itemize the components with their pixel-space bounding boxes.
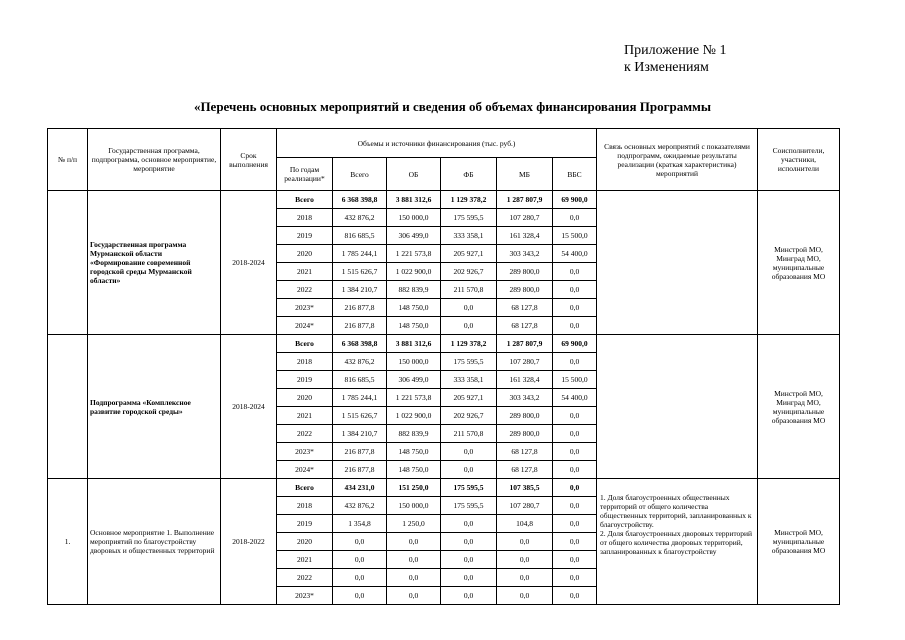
value-mb: 303 343,2 [497,245,553,263]
value-mb: 289 800,0 [497,425,553,443]
value-total: 1 785 244,1 [333,245,387,263]
value-fb: 202 926,7 [441,263,497,281]
value-total: 1 515 626,7 [333,407,387,425]
value-ob: 1 221 573,8 [387,245,441,263]
value-total: 0,0 [333,551,387,569]
value-ob: 0,0 [387,533,441,551]
row-number: 1. [48,479,88,605]
value-mb: 107 280,7 [497,497,553,515]
row-number [48,191,88,335]
value-mb: 68 127,8 [497,461,553,479]
year-cell: 2020 [277,533,333,551]
value-vbs: 0,0 [553,263,597,281]
year-cell: 2019 [277,371,333,389]
value-vbs: 0,0 [553,443,597,461]
header-relation: Связь основных мероприятий с показателями подпрограмм, ожидаемые результаты реализации (краткая характеристика) мероприятий [597,129,758,191]
value-ob: 151 250,0 [387,479,441,497]
table-row [48,191,840,209]
value-total: 1 354,8 [333,515,387,533]
value-mb: 68 127,8 [497,443,553,461]
value-total: 0,0 [333,569,387,587]
table-row [48,479,840,497]
value-vbs: 0,0 [553,479,597,497]
year-cell: 2020 [277,389,333,407]
value-vbs: 69 900,0 [553,335,597,353]
value-total: 1 515 626,7 [333,263,387,281]
year-cell: 2023* [277,443,333,461]
value-ob: 0,0 [387,569,441,587]
year-cell: Всего [277,479,333,497]
value-ob: 148 750,0 [387,299,441,317]
value-mb: 289 800,0 [497,407,553,425]
value-fb: 175 595,5 [441,479,497,497]
value-mb: 107 280,7 [497,353,553,371]
year-cell: Всего [277,335,333,353]
header-mb: МБ [497,158,553,191]
value-ob: 0,0 [387,587,441,605]
header-total: Всего [333,158,387,191]
value-fb: 175 595,5 [441,209,497,227]
value-fb: 205 927,1 [441,245,497,263]
value-ob: 882 839,9 [387,281,441,299]
value-fb: 211 570,8 [441,425,497,443]
item-name: Государственная программа Мурманской области «Формирование современной городской среды Мурманской области» [88,191,221,335]
value-mb: 104,8 [497,515,553,533]
table-row [48,335,840,353]
header-name: Государственная программа, подпрограмма, основное мероприятие, мероприятие [88,129,221,191]
value-ob: 306 499,0 [387,371,441,389]
value-ob: 150 000,0 [387,209,441,227]
value-fb: 1 129 378,2 [441,335,497,353]
executors-cell: Минстрой МО, Минград МО, муниципальные образования МО [758,335,840,479]
annex-label [624,42,727,76]
year-cell: 2022 [277,569,333,587]
value-fb: 0,0 [441,515,497,533]
value-fb: 205 927,1 [441,389,497,407]
year-cell: 2018 [277,497,333,515]
value-vbs: 0,0 [553,515,597,533]
value-mb: 1 287 807,9 [497,335,553,353]
value-fb: 0,0 [441,587,497,605]
header-row [48,129,840,158]
header-term: Срок выполнения [221,129,277,191]
value-ob: 1 022 900,0 [387,407,441,425]
value-ob: 148 750,0 [387,461,441,479]
value-fb: 0,0 [441,551,497,569]
value-mb: 0,0 [497,587,553,605]
value-total: 6 368 398,8 [333,191,387,209]
value-fb: 0,0 [441,317,497,335]
relation-text: 1. Доля благоустроенных общественных территорий от общего количества общественных территорий, запланированных к благоустройству. [600,493,752,529]
value-fb: 333 358,1 [441,371,497,389]
value-ob: 1 022 900,0 [387,263,441,281]
value-vbs: 15 500,0 [553,227,597,245]
value-ob: 150 000,0 [387,497,441,515]
value-vbs: 0,0 [553,461,597,479]
header-vbs: ВБС [553,158,597,191]
value-fb: 0,0 [441,443,497,461]
value-vbs: 0,0 [553,425,597,443]
value-ob: 3 881 312,6 [387,191,441,209]
item-term: 2018-2024 [221,335,277,479]
value-total: 216 877,8 [333,461,387,479]
year-cell: 2018 [277,209,333,227]
value-vbs: 0,0 [553,317,597,335]
value-ob: 148 750,0 [387,443,441,461]
value-mb: 161 328,4 [497,227,553,245]
year-cell: 2021 [277,551,333,569]
value-mb: 303 343,2 [497,389,553,407]
year-cell: 2022 [277,281,333,299]
value-mb: 107 385,5 [497,479,553,497]
value-vbs: 69 900,0 [553,191,597,209]
value-vbs: 0,0 [553,587,597,605]
value-total: 1 384 210,7 [333,281,387,299]
value-total: 0,0 [333,587,387,605]
value-vbs: 0,0 [553,551,597,569]
header-ob: ОБ [387,158,441,191]
relation-cell [597,335,758,479]
header-by-years: По годам реализации* [277,158,333,191]
year-cell: 2023* [277,587,333,605]
year-cell: 2024* [277,461,333,479]
annex-number: Приложение № 1 [624,43,727,58]
value-vbs: 0,0 [553,533,597,551]
value-total: 1 785 244,1 [333,389,387,407]
value-mb: 68 127,8 [497,299,553,317]
value-total: 216 877,8 [333,299,387,317]
value-ob: 306 499,0 [387,227,441,245]
value-fb: 1 129 378,2 [441,191,497,209]
value-total: 1 384 210,7 [333,425,387,443]
year-cell: 2023* [277,299,333,317]
value-fb: 0,0 [441,299,497,317]
year-cell: Всего [277,191,333,209]
value-fb: 202 926,7 [441,407,497,425]
value-ob: 0,0 [387,551,441,569]
value-ob: 1 250,0 [387,515,441,533]
value-mb: 0,0 [497,569,553,587]
value-ob: 1 221 573,8 [387,389,441,407]
value-fb: 175 595,5 [441,353,497,371]
relation-cell [597,479,758,605]
value-total: 216 877,8 [333,443,387,461]
relation-cell [597,191,758,335]
executors-cell: Минстрой МО, муниципальные образования МО [758,479,840,605]
value-vbs: 0,0 [553,281,597,299]
program-table [47,128,840,605]
annex-ref: к Изменениям [624,60,709,75]
value-mb: 0,0 [497,551,553,569]
value-fb: 0,0 [441,461,497,479]
value-fb: 333 358,1 [441,227,497,245]
header-funding: Объемы и источники финансирования (тыс. руб.) [277,129,597,158]
value-total: 0,0 [333,533,387,551]
row-number [48,335,88,479]
value-total: 432 876,2 [333,353,387,371]
value-mb: 161 328,4 [497,371,553,389]
value-total: 432 876,2 [333,497,387,515]
year-cell: 2021 [277,407,333,425]
value-vbs: 54 400,0 [553,245,597,263]
value-fb: 175 595,5 [441,497,497,515]
item-term: 2018-2024 [221,191,277,335]
year-cell: 2022 [277,425,333,443]
relation-text: 2. Доля благоустроенных дворовых территорий от общего количества дворовых территорий, запланированных к благоустройству [600,529,753,556]
document-title: «Перечень основных мероприятий и сведения об объемах финансирования Программы [193,99,712,114]
year-cell: 2019 [277,227,333,245]
value-vbs: 0,0 [553,497,597,515]
value-vbs: 0,0 [553,353,597,371]
year-cell: 2024* [277,317,333,335]
value-total: 6 368 398,8 [333,335,387,353]
value-total: 434 231,0 [333,479,387,497]
value-ob: 148 750,0 [387,317,441,335]
value-fb: 0,0 [441,569,497,587]
header-executors: Соисполнители, участники, исполнители [758,129,840,191]
item-name: Подпрограмма «Комплексное развитие городской среды» [88,335,221,479]
value-fb: 211 570,8 [441,281,497,299]
value-mb: 1 287 807,9 [497,191,553,209]
value-total: 816 685,5 [333,227,387,245]
value-total: 216 877,8 [333,317,387,335]
value-mb: 0,0 [497,533,553,551]
value-mb: 68 127,8 [497,317,553,335]
value-vbs: 15 500,0 [553,371,597,389]
value-mb: 289 800,0 [497,281,553,299]
year-cell: 2021 [277,263,333,281]
value-ob: 882 839,9 [387,425,441,443]
value-vbs: 0,0 [553,209,597,227]
item-name: Основное мероприятие 1. Выполнение мероприятий по благоустройству дворовых и общественных территорий [88,479,221,605]
value-vbs: 0,0 [553,569,597,587]
value-vbs: 54 400,0 [553,389,597,407]
value-vbs: 0,0 [553,407,597,425]
executors-cell: Минстрой МО, Минград МО, муниципальные образования МО [758,191,840,335]
item-term: 2018-2022 [221,479,277,605]
value-total: 432 876,2 [333,209,387,227]
year-cell: 2020 [277,245,333,263]
value-vbs: 0,0 [553,299,597,317]
year-cell: 2018 [277,353,333,371]
year-cell: 2019 [277,515,333,533]
value-fb: 0,0 [441,533,497,551]
header-num: № п/п [48,129,88,191]
value-ob: 3 881 312,6 [387,335,441,353]
value-ob: 150 000,0 [387,353,441,371]
value-total: 816 685,5 [333,371,387,389]
value-mb: 107 280,7 [497,209,553,227]
value-mb: 289 800,0 [497,263,553,281]
header-fb: ФБ [441,158,497,191]
